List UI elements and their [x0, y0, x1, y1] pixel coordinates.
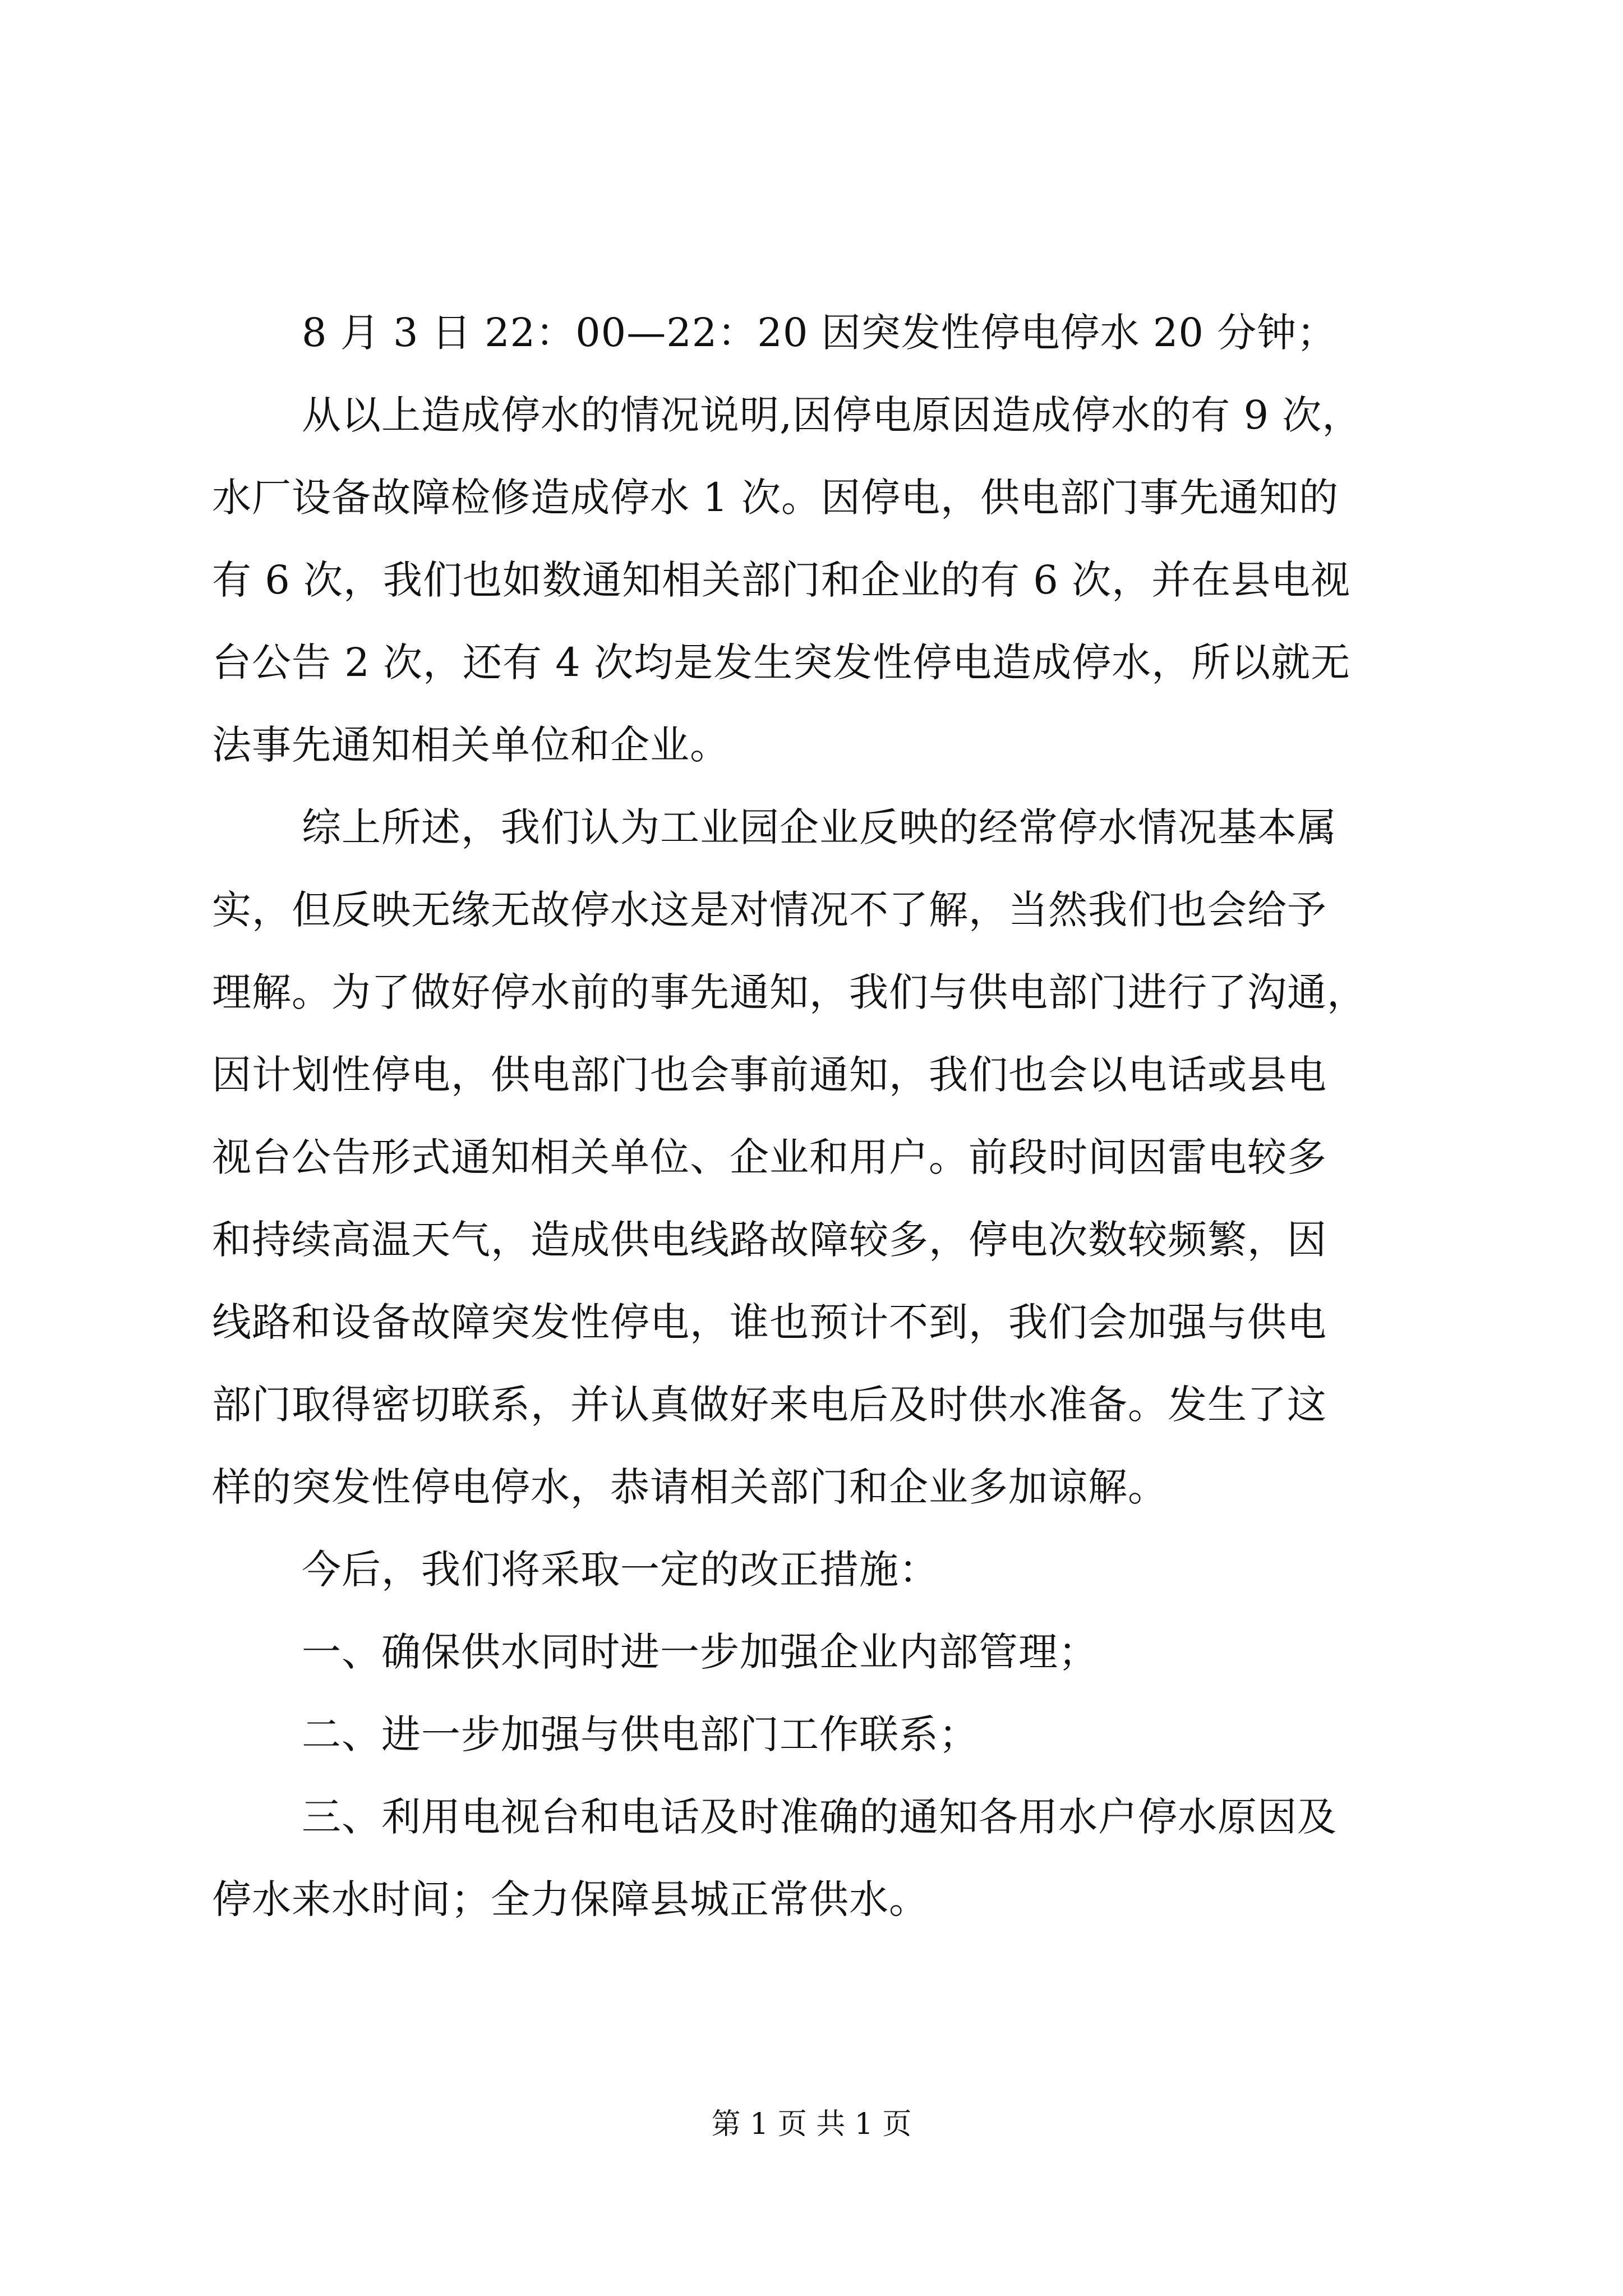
text-line: 三、利用电视台和电话及时准确的通知各用水户停水原因及 [302, 1794, 1337, 1840]
text-line: 今后，我们将采取一定的改正措施： [302, 1547, 939, 1593]
text-line: 因计划性停电，供电部门也会事前通知，我们也会以电话或县电 [212, 1052, 1327, 1098]
text-line: 法事先通知相关单位和企业。 [212, 722, 730, 768]
text-line: 停水来水时间；全力保障县城正常供水。 [212, 1876, 929, 1922]
text-line: 从以上造成停水的情况说明,因停电原因造成停水的有 9 次， [302, 392, 1362, 438]
text-line: 样的突发性停电停水，恭请相关部门和企业多加谅解。 [212, 1464, 1168, 1510]
document-body [212, 292, 1412, 1941]
text-line: 有 6 次，我们也如数通知相关部门和企业的有 6 次，并在县电视 [212, 557, 1351, 603]
text-line: 一、确保供水同时进一步加强企业内部管理； [302, 1629, 1098, 1675]
text-line: 综上所述，我们认为工业园企业反映的经常停水情况基本属 [302, 804, 1337, 850]
text-line: 实，但反映无缘无故停水这是对情况不了解，当然我们也会给予 [212, 887, 1327, 933]
text-line: 台公告 2 次，还有 4 次均是发生突发性停电造成停水，所以就无 [212, 639, 1351, 685]
text-line: 和持续高温天气，造成供电线路故障较多，停电次数较频繁，因 [212, 1217, 1327, 1263]
text-line: 部门取得密切联系，并认真做好来电后及时供水准备。发生了这 [212, 1382, 1327, 1428]
text-line: 理解。为了做好停水前的事先通知，我们与供电部门进行了沟通， [212, 969, 1367, 1015]
text-line: 水厂设备故障检修造成停水 1 次。因停电，供电部门事先通知的 [212, 475, 1339, 521]
text-line: 二、进一步加强与供电部门工作联系； [302, 1711, 979, 1757]
text-line: 线路和设备故障突发性停电，谁也预计不到，我们会加强与供电 [212, 1299, 1327, 1345]
text-line: 视台公告形式通知相关单位、企业和用户。前段时间因雷电较多 [212, 1134, 1327, 1180]
text-line: 8 月 3 日 22：00—22：20 因突发性停电停水 20 分钟； [302, 310, 1337, 356]
page-footer: 第 1 页 共 1 页 [711, 2108, 912, 2141]
